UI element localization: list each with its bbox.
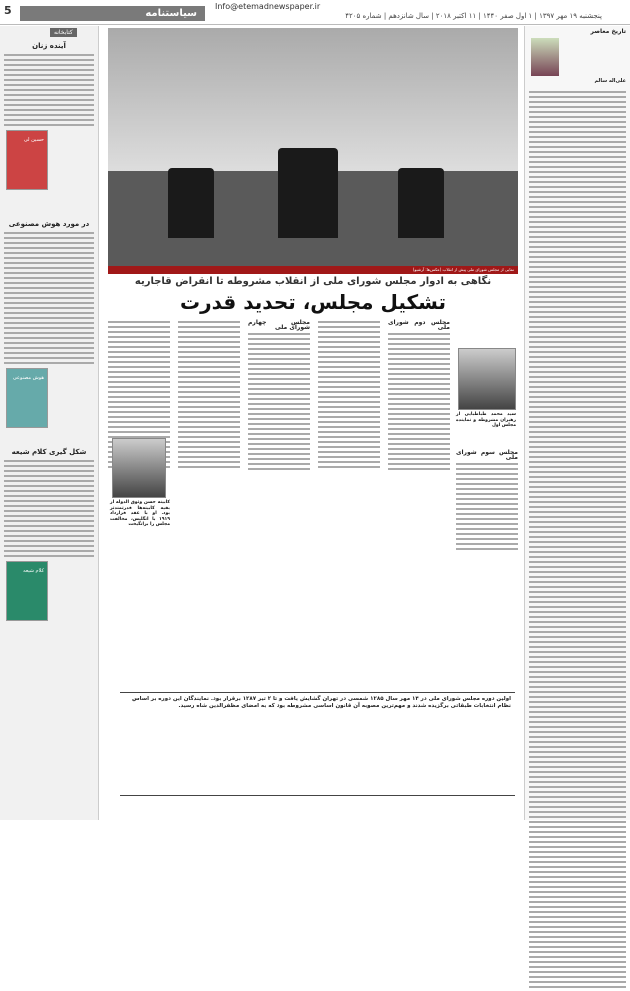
portrait-vosough (112, 438, 166, 498)
text-column (388, 318, 450, 698)
page-number: 5 (4, 4, 12, 17)
text-block (529, 88, 626, 991)
masthead-bar (0, 0, 630, 25)
portrait-tabatabai (458, 348, 516, 410)
subhead: مجلس چهارم شورای ملی (248, 319, 310, 331)
chair-shape (278, 148, 338, 238)
book-title: کلام شیعه (23, 568, 44, 574)
article-headline: تشکیل مجلس، تحدید قدرت (179, 290, 447, 314)
book-cover (6, 130, 48, 190)
photo-caption: نمایی از مجلس شورای ملی پیش از انقلاب (عکس‌ها: آرشیو) (108, 266, 518, 274)
text-column (456, 448, 518, 698)
pull-quote: اولین دوره مجلس شورای ملی در ۱۴ مهر سال ۱۲۸۵ شمسی در تهران گشایش یافت و تا ۲ تیر ۱۲۸۷ برقرار بود. نمایندگان این دوره بر اساس نظام انتخابات طبقاتی برگزیده شدند و مهم‌ترین مصوبه آن قانون اساسی مشروطه بود که به امضای مظفرالدین شاه رسید. (120, 692, 515, 796)
article-kicker: نگاهی به ادوار مجلس شورای ملی از انقلاب مشروطه تا انقراض قاجاریه (134, 276, 492, 287)
text-block (4, 460, 94, 557)
portrait-caption: کابینه حسن وثوق الدوله از بقیه کابینه‌ها قدرتمندتر بود. او با عقد قرارداد ۱۹۱۹ با انگلیس، مخالفت مجلس را برانگیخت (110, 500, 170, 527)
text-block (4, 232, 94, 364)
section-tag: کتابخانه (50, 28, 77, 37)
portrait-caption: سید محمد طباطبایی از رهبران مشروطه و نماینده مجلس اول (456, 412, 516, 428)
dateline: پنجشنبه ۱۹ مهر ۱۳۹۷ | ۱ اول صفر ۱۴۴۰ | ۱۱ اکتبر ۲۰۱۸ | سال شانزدهم | شماره ۴۲۰۵ (345, 12, 602, 20)
email-link[interactable]: Info@etemadnewspaper.ir (215, 2, 321, 11)
right-column (524, 26, 630, 820)
book-cover (6, 561, 48, 621)
subhead: مجلس سوم شورای ملی (456, 449, 518, 461)
book-title: هوش مصنوعی (12, 375, 44, 381)
chair-shape (398, 168, 444, 238)
section-title: سیاستنامه (20, 6, 205, 21)
item-title: در مورد هوش مصنوعی (8, 220, 90, 228)
chair-shape (168, 168, 214, 238)
article-body (108, 318, 518, 698)
text-column (248, 318, 310, 698)
item-title: آینده زنان (32, 42, 66, 50)
item-title: شکل گیری کلام شیعه (11, 448, 87, 456)
parliament-hall-photo (108, 28, 518, 266)
left-column (0, 26, 99, 820)
book-title: حسین‌ لی (23, 137, 44, 143)
text-block (4, 54, 94, 126)
book-cover (6, 368, 48, 428)
subhead: مجلس دوم شورای ملی (388, 319, 450, 331)
section-tag: تاریخ معاصر (590, 28, 626, 35)
text-column (178, 318, 240, 698)
text-column (318, 318, 380, 698)
author-photo (531, 38, 559, 76)
author-name: علی‌اله سالم (594, 78, 626, 84)
